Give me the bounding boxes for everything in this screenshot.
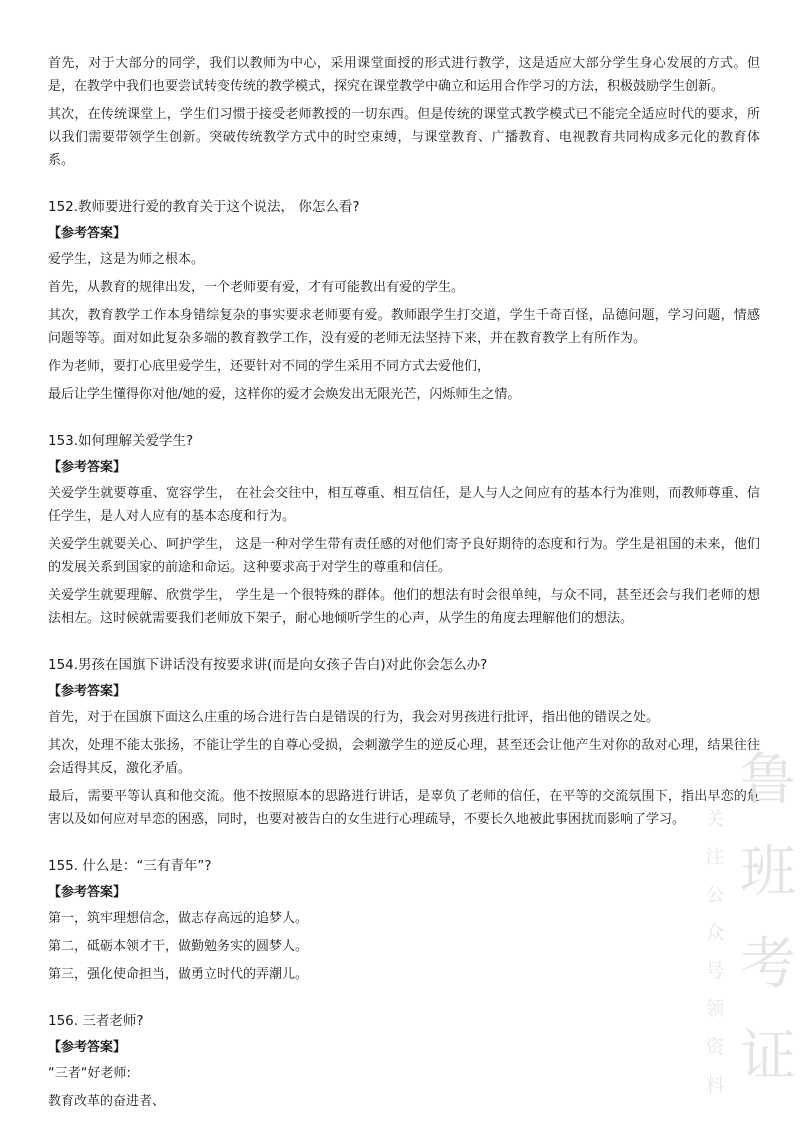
question-title: 154.男孩在国旗下讲话没有按要求讲(而是向女孩子告白)对此你会怎么办?: [48, 657, 488, 673]
question-153: [48, 430, 760, 630]
answer-paragraph: 爱学生，这是为师之根本。: [48, 252, 205, 267]
answer-paragraph: 第三，强化使命担当，做勇立时代的弄潮儿。: [48, 967, 309, 982]
answer-label: 【参考答案】: [48, 684, 127, 699]
question-155: [48, 855, 760, 986]
question-154: [48, 654, 760, 831]
answer-paragraph: 关爱学生就要尊重、宽容学生， 在社会交往中，相互尊重、相互信任，是人与人之间应有的基本行为准则，而教师尊重、信任学生，是人对人应有的基本态度和行为。: [48, 486, 760, 524]
answer-label: 【参考答案】: [48, 226, 127, 241]
question-title: 155. 什么是：“三有青年”?: [48, 858, 212, 874]
answer-paragraph: 第二，砥砺本领才干，做勤勉务实的圆梦人。: [48, 939, 309, 954]
watermark-brand: 鲁班考证: [740, 748, 796, 1089]
answer-paragraph: “三者“好老师:: [48, 1066, 131, 1081]
answer-paragraph: 最后，需要平等认真和他交流。他不按照原本的思路进行讲话，是辜负了老师的信任，在平等的交流氛围下，指出早恋的危害以及如何应对早恋的困惑，同时，也要对被告白的女生进行心理疏导，不要长久地被此事困扰而影响了学习。: [48, 789, 760, 827]
answer-paragraph: 首先，对于在国旗下面这么庄重的场合进行告白是错误的行为，我会对男孩进行批评，指出他的错误之处。: [48, 710, 660, 725]
question-title: 156. 三者老师?: [48, 1013, 144, 1029]
question-156: [48, 1010, 760, 1113]
question-title: 152.教师要进行爱的教育关于这个说法， 你怎么看?: [48, 199, 360, 215]
answer-paragraph: 关爱学生就要理解、欣赏学生， 学生是一个很特殊的群体。他们的想法有时会很单纯，与众不同，甚至还会与我们老师的想法相左。这时候就需要我们老师放下架子，耐心地倾听学生的心声，从学生的角度去理解他们的想法。: [48, 588, 760, 626]
question-152: [48, 196, 760, 406]
answer-paragraph: 教育改革的奋进者、: [48, 1094, 166, 1109]
intro-paragraph: 首先，对于大部分的同学，我们以教师为中心，采用课堂面授的形式进行教学，这是适应大部分学生身心发展的方式。但是，在教学中我们也要尝试转变传统的教学模式，探究在课堂教学中确立和运用合作学习的方法，积极鼓励学生创新。: [48, 56, 760, 94]
answer-paragraph: 其次，教育教学工作本身错综复杂的事实要求老师要有爱。教师跟学生打交道，学生千奇百怪，品德问题，学习问题，情感问题等等。面对如此复杂多端的教育教学工作，没有爱的老师无法坚持下来，并在教育教学上有所作为。: [48, 308, 760, 346]
answer-paragraph: 最后让学生懂得你对他/她的爱，这样你的爱才会焕发出无限光芒，闪烁师生之情。: [48, 387, 521, 402]
answer-paragraph: 关爱学生就要关心、呵护学生， 这是一种对学生带有责任感的对他们寄予良好期待的态度和行为。学生是祖国的未来，他们的发展关系到国家的前途和命运。这种要求高于对学生的尊重和信任。: [48, 537, 760, 575]
watermark-caption: 关注公众号领资料: [705, 808, 725, 1096]
intro-block: [48, 52, 760, 172]
question-title: 153.如何理解关爱学生?: [48, 433, 194, 449]
answer-paragraph: 作为老师，要打心底里爱学生，还要针对不同的学生采用不同方式去爱他们，: [48, 359, 491, 374]
intro-paragraph: 其次，在传统课堂上，学生们习惯于接受老师教授的一切东西。但是传统的课堂式教学模式已不能完全适应时代的要求，所以我们需要带领学生创新。突破传统教学方式中的时空束缚，与课堂教育、广播教育、电视教育共同构成多元化的教育体系。: [48, 107, 760, 168]
answer-label: 【参考答案】: [48, 885, 127, 900]
answer-paragraph: 第一，筑牢理想信念，做志存高远的追梦人。: [48, 911, 309, 926]
answer-label: 【参考答案】: [48, 1040, 127, 1055]
answer-paragraph: 首先，从教育的规律出发，一个老师要有爱，才有可能教出有爱的学生。: [48, 280, 465, 295]
answer-paragraph: 其次，处理不能太张扬，不能让学生的自尊心受损，会刺激学生的逆反心理，甚至还会让他产生对你的敌对心理，结果往往会适得其反，激化矛盾。: [48, 738, 760, 776]
answer-label: 【参考答案】: [48, 460, 127, 475]
document-page: [48, 52, 760, 1118]
